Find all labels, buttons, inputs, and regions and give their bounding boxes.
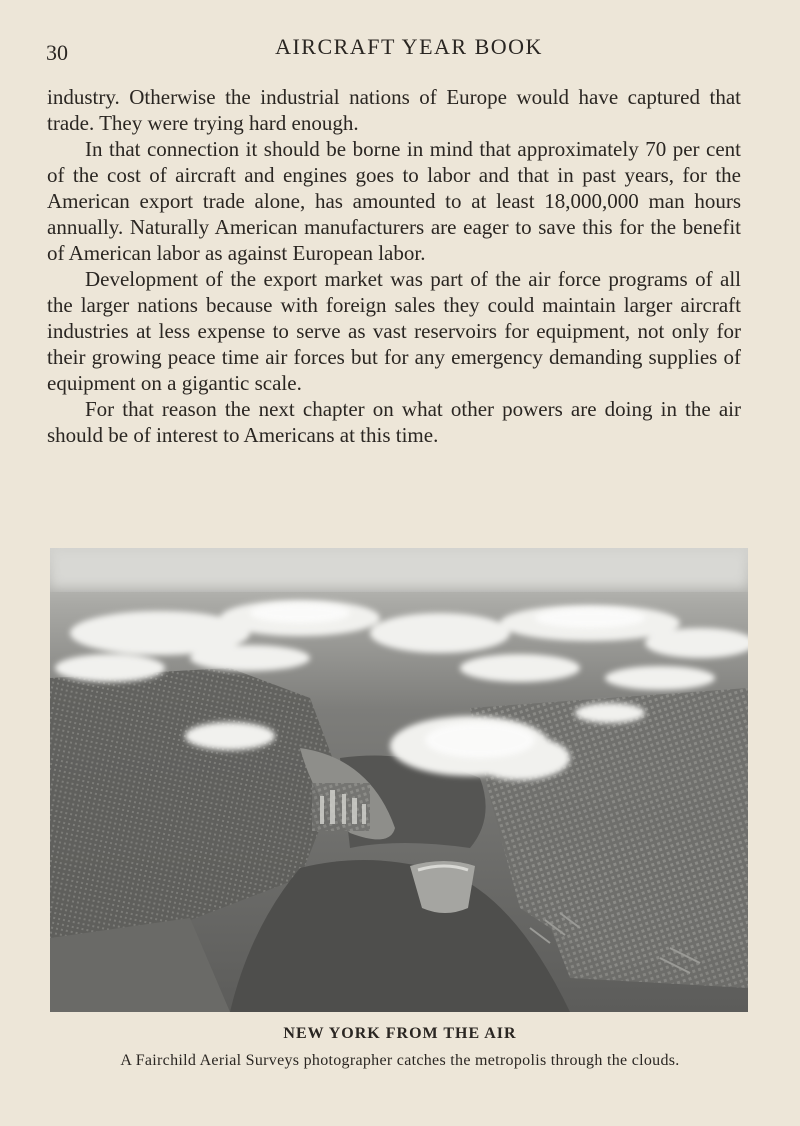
body-text [47, 84, 741, 448]
paragraph-continued: industry. Otherwise the industrial nations of Europe would have captured that trade. They were trying hard enough. [47, 85, 741, 135]
paragraph: Development of the export market was part of the air force programs of all the larger nations because with foreign sales they could maintain larger aircraft industries at less expense to serve as vast reservoirs for equipment, not only for their growing peace time air forces but for any emergency demanding supplies of equipment on a gigantic scale. [47, 267, 741, 395]
paragraph: In that connection it should be borne in mind that approximately 70 per cent of the cost of aircraft and engines goes to labor and that in past years, for the American export trade alone, has amounted to at least 18,000,000 man hours annually. Naturally American manufacturers are eager to save this for the benefit of American labor as against European labor. [47, 137, 741, 265]
page-number: 30 [46, 40, 68, 65]
running-head: AIRCRAFT YEAR BOOK [275, 34, 543, 59]
figure-caption-text: A Fairchild Aerial Surveys photographer catches the metropolis through the clouds. [120, 1052, 680, 1069]
aerial-photo [50, 548, 748, 1012]
figure-caption-title: NEW YORK FROM THE AIR [283, 1025, 517, 1042]
paragraph: For that reason the next chapter on what other powers are doing in the air should be of interest to Americans at this time. [47, 397, 741, 447]
